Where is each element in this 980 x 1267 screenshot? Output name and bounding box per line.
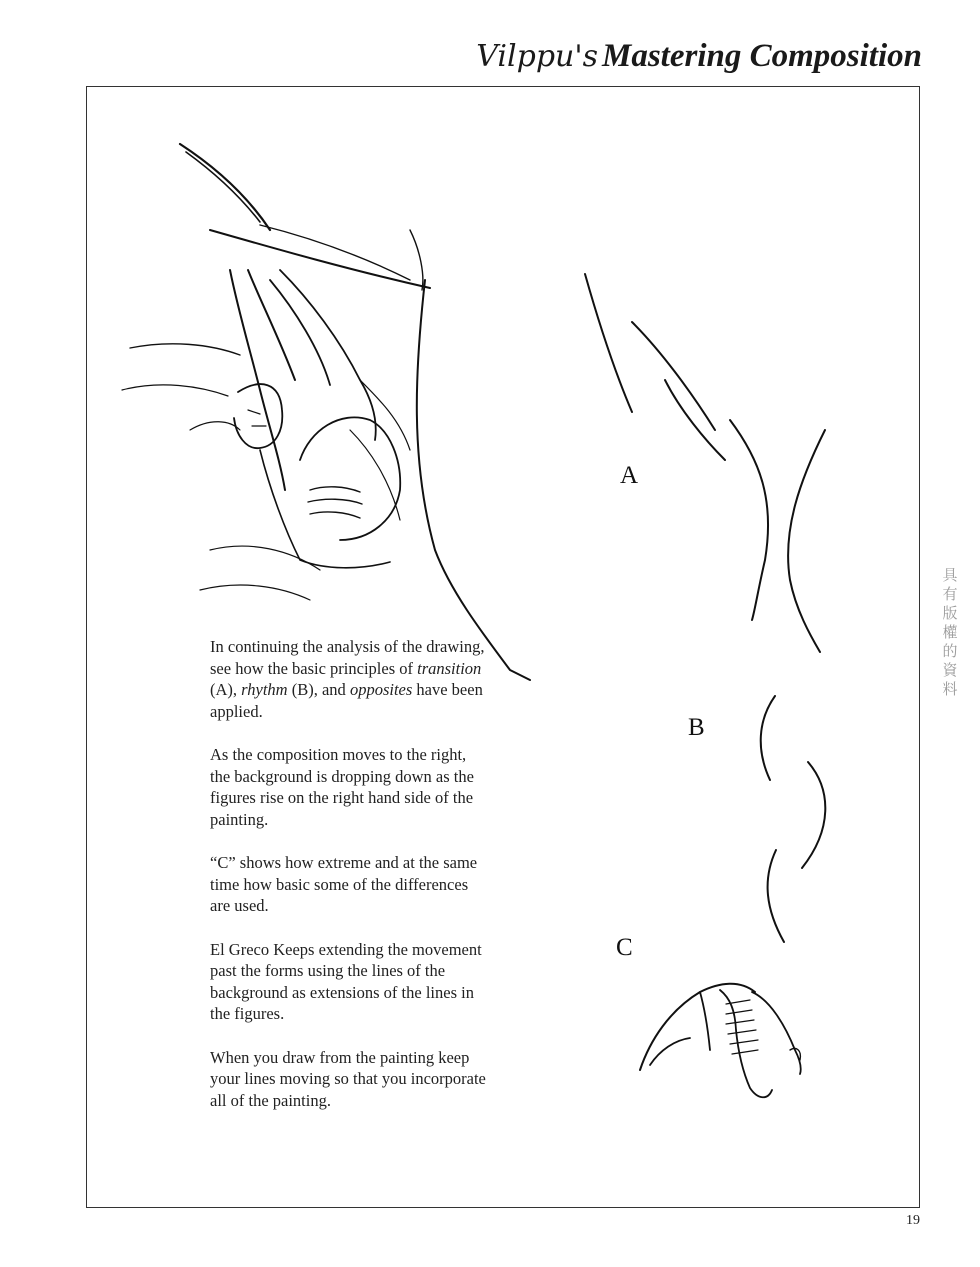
label-a: A — [620, 462, 639, 489]
italic-term: opposites — [349, 680, 413, 699]
body-paragraph — [210, 1047, 490, 1112]
body-paragraph — [210, 852, 490, 917]
text-run: El Greco Keeps extending the movement past the forms using the lines of the background as extensions of the lines in the figures. — [210, 939, 482, 1023]
figure-sketch — [110, 130, 550, 690]
body-paragraph — [210, 939, 490, 1025]
italic-term: transition — [417, 658, 482, 678]
page-number: 19 — [906, 1213, 920, 1228]
body-paragraph — [210, 744, 490, 830]
body-paragraph — [210, 636, 490, 722]
text-run: In continuing the analysis of the drawing, see how the basic principles of — [210, 637, 485, 678]
transition-lines-sketch — [570, 260, 840, 660]
text-run: (A), — [210, 680, 242, 699]
text-run: As the composition moves to the right, the background is dropping down as the figures rise on the right hand side of the painting. — [210, 745, 474, 829]
rhythm-lines-sketch — [740, 690, 850, 950]
label-c: C — [616, 934, 633, 961]
copyright-watermark: 具有版權的資料 — [942, 566, 958, 698]
italic-term: rhythm — [241, 680, 288, 699]
header-title: Mastering Composition — [602, 38, 922, 74]
opposites-sketch — [630, 970, 810, 1110]
text-run: have been applied. — [210, 680, 483, 721]
body-text — [210, 636, 490, 1133]
label-b: B — [688, 714, 705, 741]
text-run: When you draw from the painting keep your lines moving so that you incorporate all of the painting. — [210, 1047, 486, 1110]
text-run: “C” shows how extreme and at the same time how basic some of the differences are used. — [210, 853, 478, 915]
text-run: (B), and — [287, 680, 350, 699]
page-header — [476, 38, 922, 75]
header-author: Vilppu's — [476, 39, 598, 74]
